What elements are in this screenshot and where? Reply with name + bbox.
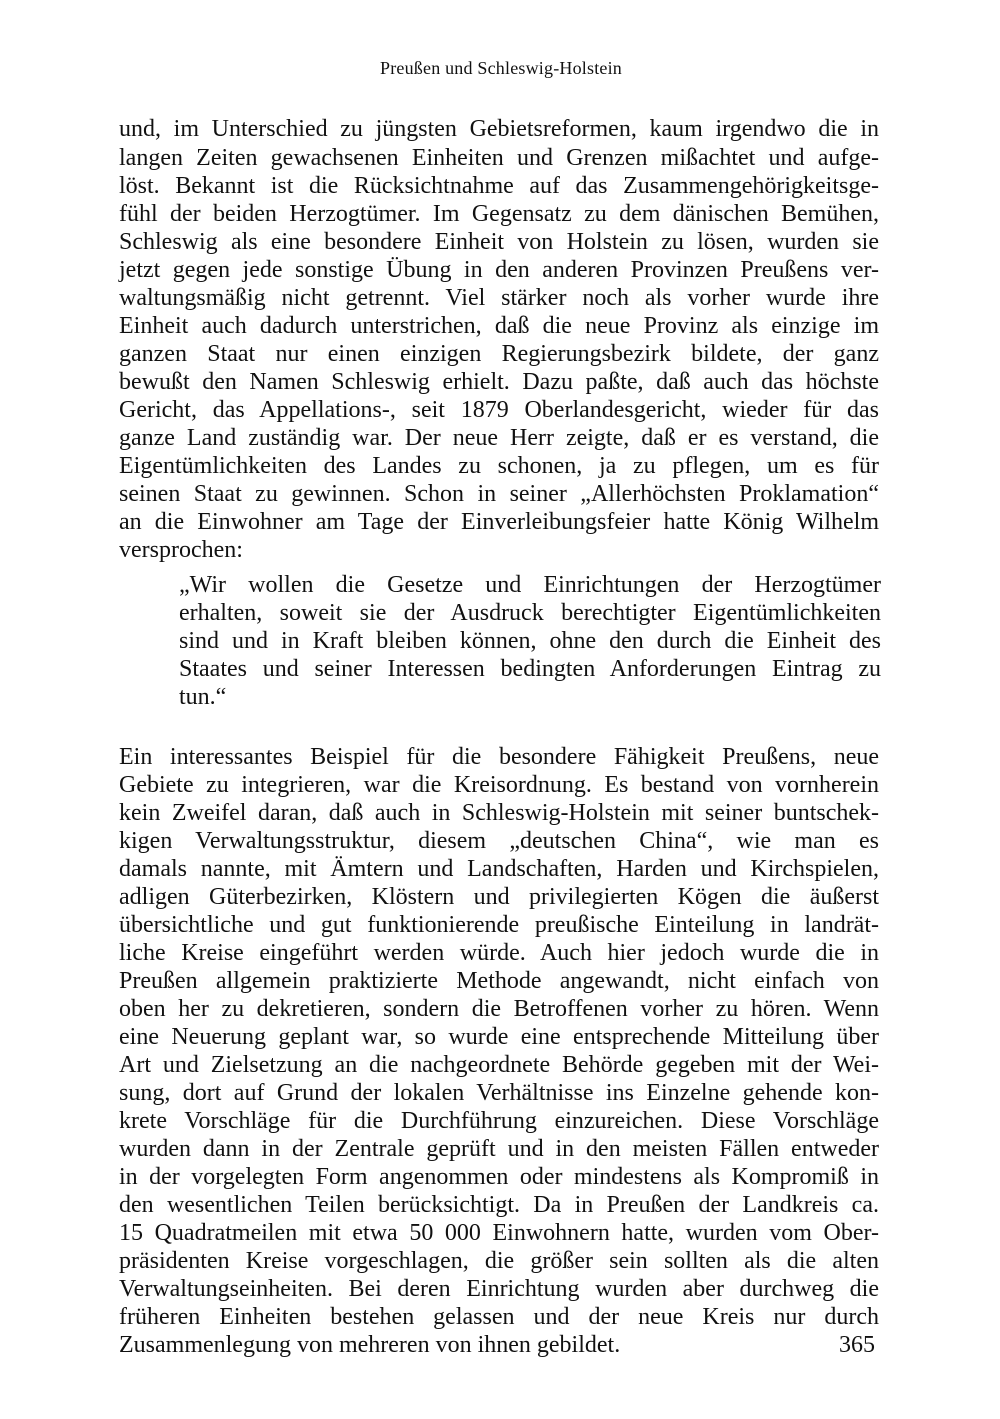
text-line: an die Einwohner am Tage der Einverleibungsfeier hatte König Wilhelm	[119, 509, 879, 535]
text-line: damals nannte, mit Ämtern und Landschaften, Harden und Kirchspielen,	[119, 856, 879, 882]
quote-line: tun.“	[179, 684, 227, 710]
text-line: liche Kreise eingeführt werden würde. Auch hier jedoch wurde die in	[119, 940, 879, 966]
text-line: 15 Quadratmeilen mit etwa 50 000 Einwohnern hatte, wurden vom Ober-	[119, 1220, 879, 1246]
text-line: oben her zu dekretieren, sondern die Betroffenen vorher zu hören. Wenn	[119, 996, 879, 1022]
text-line: seinen Staat zu gewinnen. Schon in seiner „Allerhöchsten Proklamation“	[119, 481, 879, 507]
quote-line: sind und in Kraft bleiben können, ohne den durch die Einheit des	[179, 628, 881, 654]
text-line: Gericht, das Appellations-, seit 1879 Oberlandesgericht, wieder für das	[119, 397, 879, 423]
text-line: eine Neuerung geplant war, so wurde eine entsprechende Mitteilung über	[119, 1024, 879, 1050]
text-line: kigen Verwaltungsstruktur, diesem „deutschen China“, wie man es	[119, 828, 879, 854]
quote-line: erhalten, soweit sie der Ausdruck berechtigter Eigentümlichkeiten	[179, 600, 881, 626]
text-line: Ein interessantes Beispiel für die besondere Fähigkeit Preußens, neue	[119, 744, 879, 770]
text-line: und, im Unterschied zu jüngsten Gebietsreformen, kaum irgendwo die in	[119, 116, 879, 142]
text-line: wurden dann in der Zentrale geprüft und in den meisten Fällen entweder	[119, 1136, 879, 1162]
running-header: Preußen und Schleswig-Holstein	[380, 58, 622, 78]
text-line: Art und Zielsetzung an die nachgeordnete Behörde gegeben mit der Wei-	[119, 1052, 879, 1078]
text-line: kein Zweifel daran, daß auch in Schleswig-Holstein mit seiner buntschek-	[119, 800, 879, 826]
text-line: waltungsmäßig nicht getrennt. Viel stärker noch als vorher wurde ihre	[119, 285, 879, 311]
text-line: Zusammenlegung von mehreren von ihnen gebildet.	[119, 1332, 621, 1358]
text-line: in der vorgelegten Form angenommen oder mindestens als Kompromiß in	[119, 1164, 879, 1190]
page-number: 365	[839, 1332, 875, 1358]
text-line: übersichtliche und gut funktionierende preußische Einteilung in landrät-	[119, 912, 879, 938]
text-line: Einheit auch dadurch unterstrichen, daß die neue Provinz als einzige im	[119, 313, 879, 339]
text-line: ganze Land zuständig war. Der neue Herr zeigte, daß er es verstand, die	[119, 425, 879, 451]
text-line: fühl der beiden Herzogtümer. Im Gegensatz zu dem dänischen Bemühen,	[119, 201, 879, 227]
text-line: ganzen Staat nur einen einzigen Regierungsbezirk bildete, der ganz	[119, 341, 879, 367]
text-line: langen Zeiten gewachsenen Einheiten und Grenzen mißachtet und aufge-	[119, 145, 879, 171]
text-line: Eigentümlichkeiten des Landes zu schonen, ja zu pflegen, um es für	[119, 453, 879, 479]
text-line: Gebiete zu integrieren, war die Kreisordnung. Es bestand von vornherein	[119, 772, 879, 798]
text-line: krete Vorschläge für die Durchführung einzureichen. Diese Vorschläge	[119, 1108, 879, 1134]
text-line: adligen Güterbezirken, Klöstern und privilegierten Kögen die äußerst	[119, 884, 879, 910]
text-line: löst. Bekannt ist die Rücksichtnahme auf das Zusammengehörigkeitsge-	[119, 173, 879, 199]
text-line: präsidenten Kreise vorgeschlagen, die größer sein sollten als die alten	[119, 1248, 879, 1274]
text-line: versprochen:	[119, 537, 243, 563]
text-line: bewußt den Namen Schleswig erhielt. Dazu paßte, daß auch das höchste	[119, 369, 879, 395]
text-line: jetzt gegen jede sonstige Übung in den anderen Provinzen Preußens ver-	[119, 257, 879, 283]
quote-line: „Wir wollen die Gesetze und Einrichtungen der Herzogtümer	[179, 572, 881, 598]
text-line: den wesentlichen Teilen berücksichtigt. Da in Preußen der Landkreis ca.	[119, 1192, 879, 1218]
text-line: früheren Einheiten bestehen gelassen und der neue Kreis nur durch	[119, 1304, 879, 1330]
text-line: Preußen allgemein praktizierte Methode angewandt, nicht einfach von	[119, 968, 879, 994]
quote-line: Staates und seiner Interessen bedingten Anforderungen Eintrag zu	[179, 656, 881, 682]
text-line: sung, dort auf Grund der lokalen Verhältnisse ins Einzelne gehende kon-	[119, 1080, 879, 1106]
text-line: Verwaltungseinheiten. Bei deren Einrichtung wurden aber durchweg die	[119, 1276, 879, 1302]
text-line: Schleswig als eine besondere Einheit von Holstein zu lösen, wurden sie	[119, 229, 879, 255]
